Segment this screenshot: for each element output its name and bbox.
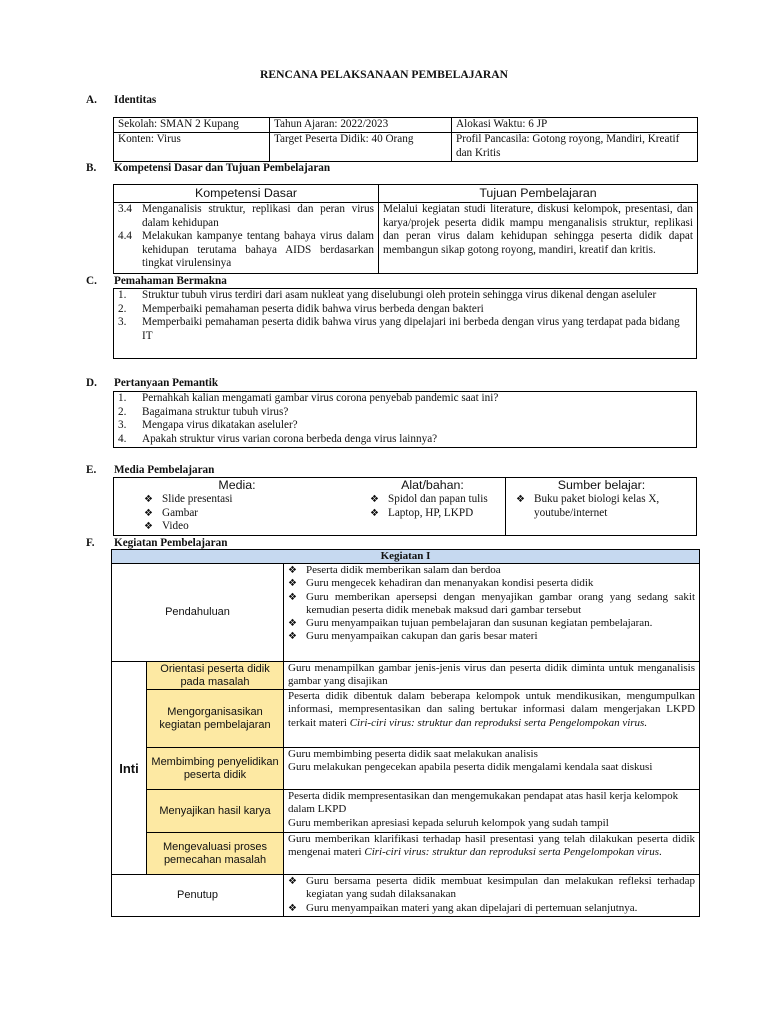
pemahaman-table [113, 288, 697, 359]
tp-header: Tujuan Pembelajaran [379, 185, 698, 203]
list-item: 1. Pernahkah kalian mengamati gambar virus corona penyebab pandemic saat ini? [118, 392, 499, 404]
list-item: ❖ Guru menyampaikan materi yang akan dipelajari di pertemuan selanjutnya. [288, 901, 638, 914]
penutup-cell [284, 875, 700, 917]
inti-text-orientasi: Guru menampilkan gambar jenis-jenis virus dan peserta didik diminta untuk menganalisis gambar yang disajikan [284, 662, 700, 690]
list-item: ❖ Buku paket biologi kelas X, youtube/internet [516, 493, 660, 519]
list-item: ❖ Guru menyampaikan tujuan pembelajaran dan susunan kegiatan pembelajaran. [288, 617, 653, 630]
identitas-alokasi: Alokasi Waktu: 6 JP [452, 118, 698, 133]
list-item: ❖ Guru mengecek kehadiran dan menanyakan kondisi peserta didik [288, 577, 594, 590]
inti-text-membimbing: Guru membimbing peserta didik saat melakukan analisis Guru melakukan pengecekan apabila peserta didik mengalami kendala saat diskusi [284, 748, 700, 790]
list-item: ❖ Video [144, 520, 189, 533]
alat-list [360, 493, 505, 520]
list-item: ❖ Guru menyampaikan cakupan dan garis besar materi [288, 630, 538, 643]
media-list [114, 493, 360, 534]
penutup-list [284, 875, 695, 915]
inti-phase-mengevaluasi: Mengevaluasi proses pemecahan masalah [147, 833, 284, 875]
list-item: 1. Struktur tubuh virus terdiri dari asam nukleat yang diselubungi oleh protein sehingga virus dikenal dengan aseluler [118, 289, 657, 301]
inti-text-mengorganisasikan: Peserta didik dibentuk dalam beberapa kelompok untuk mendikusikan, mengumpulkan informasi, mempresentasikan dan saling bertukar informasi dalam mengerjakan LKPD terkait materi Ciri-ciri virus: struktur dan reproduksi serta Pengelompokan virus. [284, 690, 700, 748]
pertanyaan-table [113, 391, 697, 448]
kd-number: 4.4 [118, 230, 132, 243]
section-letter: F. [86, 537, 95, 549]
pendahuluan-cell [284, 564, 700, 662]
list-item: ❖ Slide presentasi [144, 493, 233, 505]
identitas-sekolah: Sekolah: SMAN 2 Kupang [114, 118, 270, 133]
section-letter: B. [86, 162, 97, 174]
section-title: Pertanyaan Pemantik [114, 377, 219, 389]
list-item: 2. Memperbaiki pemahaman peserta didik bahwa virus berbeda dengan bakteri [118, 302, 484, 315]
section-title: Kompetensi Dasar dan Tujuan Pembelajaran [114, 162, 331, 174]
kegiatan-header: Kegiatan I [112, 550, 700, 564]
kd-text: Menganalisis struktur, replikasi dan peran virus dalam kehidupan [142, 203, 374, 229]
section-letter: C. [86, 275, 97, 287]
inti-phase-orientasi: Orientasi peserta didik pada masalah [147, 662, 284, 690]
list-item: 3. Mengapa virus dikatakan aseluler? [118, 419, 298, 432]
list-item: 4. Apakah struktur virus varian corona berbeda denga virus lainnya? [118, 432, 438, 445]
pendahuluan-label: Pendahuluan [112, 564, 284, 662]
list-item: ❖ Guru bersama peserta didik membuat kesimpulan dan melakukan refleksi terhadap kegiatan yang sudah dilaksanakan [288, 875, 696, 901]
inti-text-mengevaluasi: Guru memberikan klarifikasi terhadap hasil presentasi yang telah dilakukan peserta didik mengenai materi Ciri-ciri virus: struktur dan reproduksi serta Pengelompokan virus. [284, 833, 700, 875]
kompetensi-table [113, 184, 698, 274]
tp-cell: Melalui kegiatan studi literature, diskusi kelompok, presentasi, dan karya/projek peserta didik mampu menganalisis struktur, replikasi dan peran virus dalam kehidupan sehingga peserta didik dapat membangun sikap gotong royong, mandiri, kreatif dan kritis. [379, 203, 698, 274]
section-letter: E. [86, 464, 97, 476]
section-title: Kegiatan Pembelajaran [114, 537, 228, 549]
sumber-header: Sumber belajar: [557, 478, 646, 492]
list-item: 3. Memperbaiki pemahaman peserta didik bahwa virus yang dipelajari ini berbeda dengan virus yang terdapat pada bidang IT [118, 316, 680, 342]
inti-phase-menyajikan: Menyajikan hasil karya [147, 790, 284, 833]
list-item: ❖ Gambar [144, 506, 199, 519]
identitas-profil: Profil Pancasila: Gotong royong, Mandiri, Kreatif dan Kritis [452, 133, 698, 162]
section-letter: A. [86, 94, 97, 106]
penutup-label: Penutup [112, 875, 284, 917]
inti-label: Inti [112, 662, 147, 875]
inti-text-menyajikan: Peserta didik mempresentasikan dan mengemukakan pendapat atas hasil kerja kelompok dalam LKPD Guru memberikan apresiasi kepada seluruh kelompok yang sudah tampil [284, 790, 700, 833]
section-letter: D. [86, 377, 97, 389]
list-item: ❖ Peserta didik memberikan salam dan berdoa [288, 564, 501, 577]
inti-phase-mengorganisasikan: Mengorganisasikan kegiatan pembelajaran [147, 690, 284, 748]
sumber-list [506, 493, 697, 520]
identitas-tahun: Tahun Ajaran: 2022/2023 [270, 118, 452, 133]
list-item: ❖ Laptop, HP, LKPD [370, 506, 474, 519]
identitas-table [113, 117, 698, 162]
list-item: ❖ Guru memberikan apersepsi dengan menyajikan gambar orang yang sedang sakit kemudian peserta didik menebak maksud dari gambar tersebut [288, 590, 696, 616]
section-title: Pemahaman Bermakna [114, 275, 227, 287]
inti-phase-membimbing: Membimbing penyelidikan peserta didik [147, 748, 284, 790]
page-title: RENCANA PELAKSANAAN PEMBELAJARAN [260, 68, 508, 81]
kd-item [118, 203, 374, 230]
kd-number: 3.4 [118, 203, 132, 215]
media-box [113, 477, 697, 536]
media-header: Media: [218, 478, 256, 492]
list-item: 2. Bagaimana struktur tubuh virus? [118, 405, 289, 418]
identitas-konten: Konten: Virus [114, 133, 270, 162]
pemahaman-list [118, 289, 692, 343]
kd-header: Kompetensi Dasar [114, 185, 379, 203]
section-title: Media Pembelajaran [114, 464, 215, 476]
alat-header: Alat/bahan: [401, 478, 464, 492]
kd-text: Melakukan kampanye tentang bahaya virus dalam kehidupan terutama bahaya AIDS berdasarkan tingkat virulensinya [142, 230, 374, 270]
list-item: ❖ Spidol dan papan tulis [370, 493, 488, 505]
pendahuluan-list [284, 564, 695, 643]
identitas-target: Target Peserta Didik: 40 Orang [270, 133, 452, 162]
kd-cell [114, 203, 379, 274]
kegiatan-table [111, 549, 700, 917]
section-title: Identitas [114, 94, 157, 106]
kd-item [118, 230, 374, 271]
pertanyaan-list [118, 392, 692, 446]
